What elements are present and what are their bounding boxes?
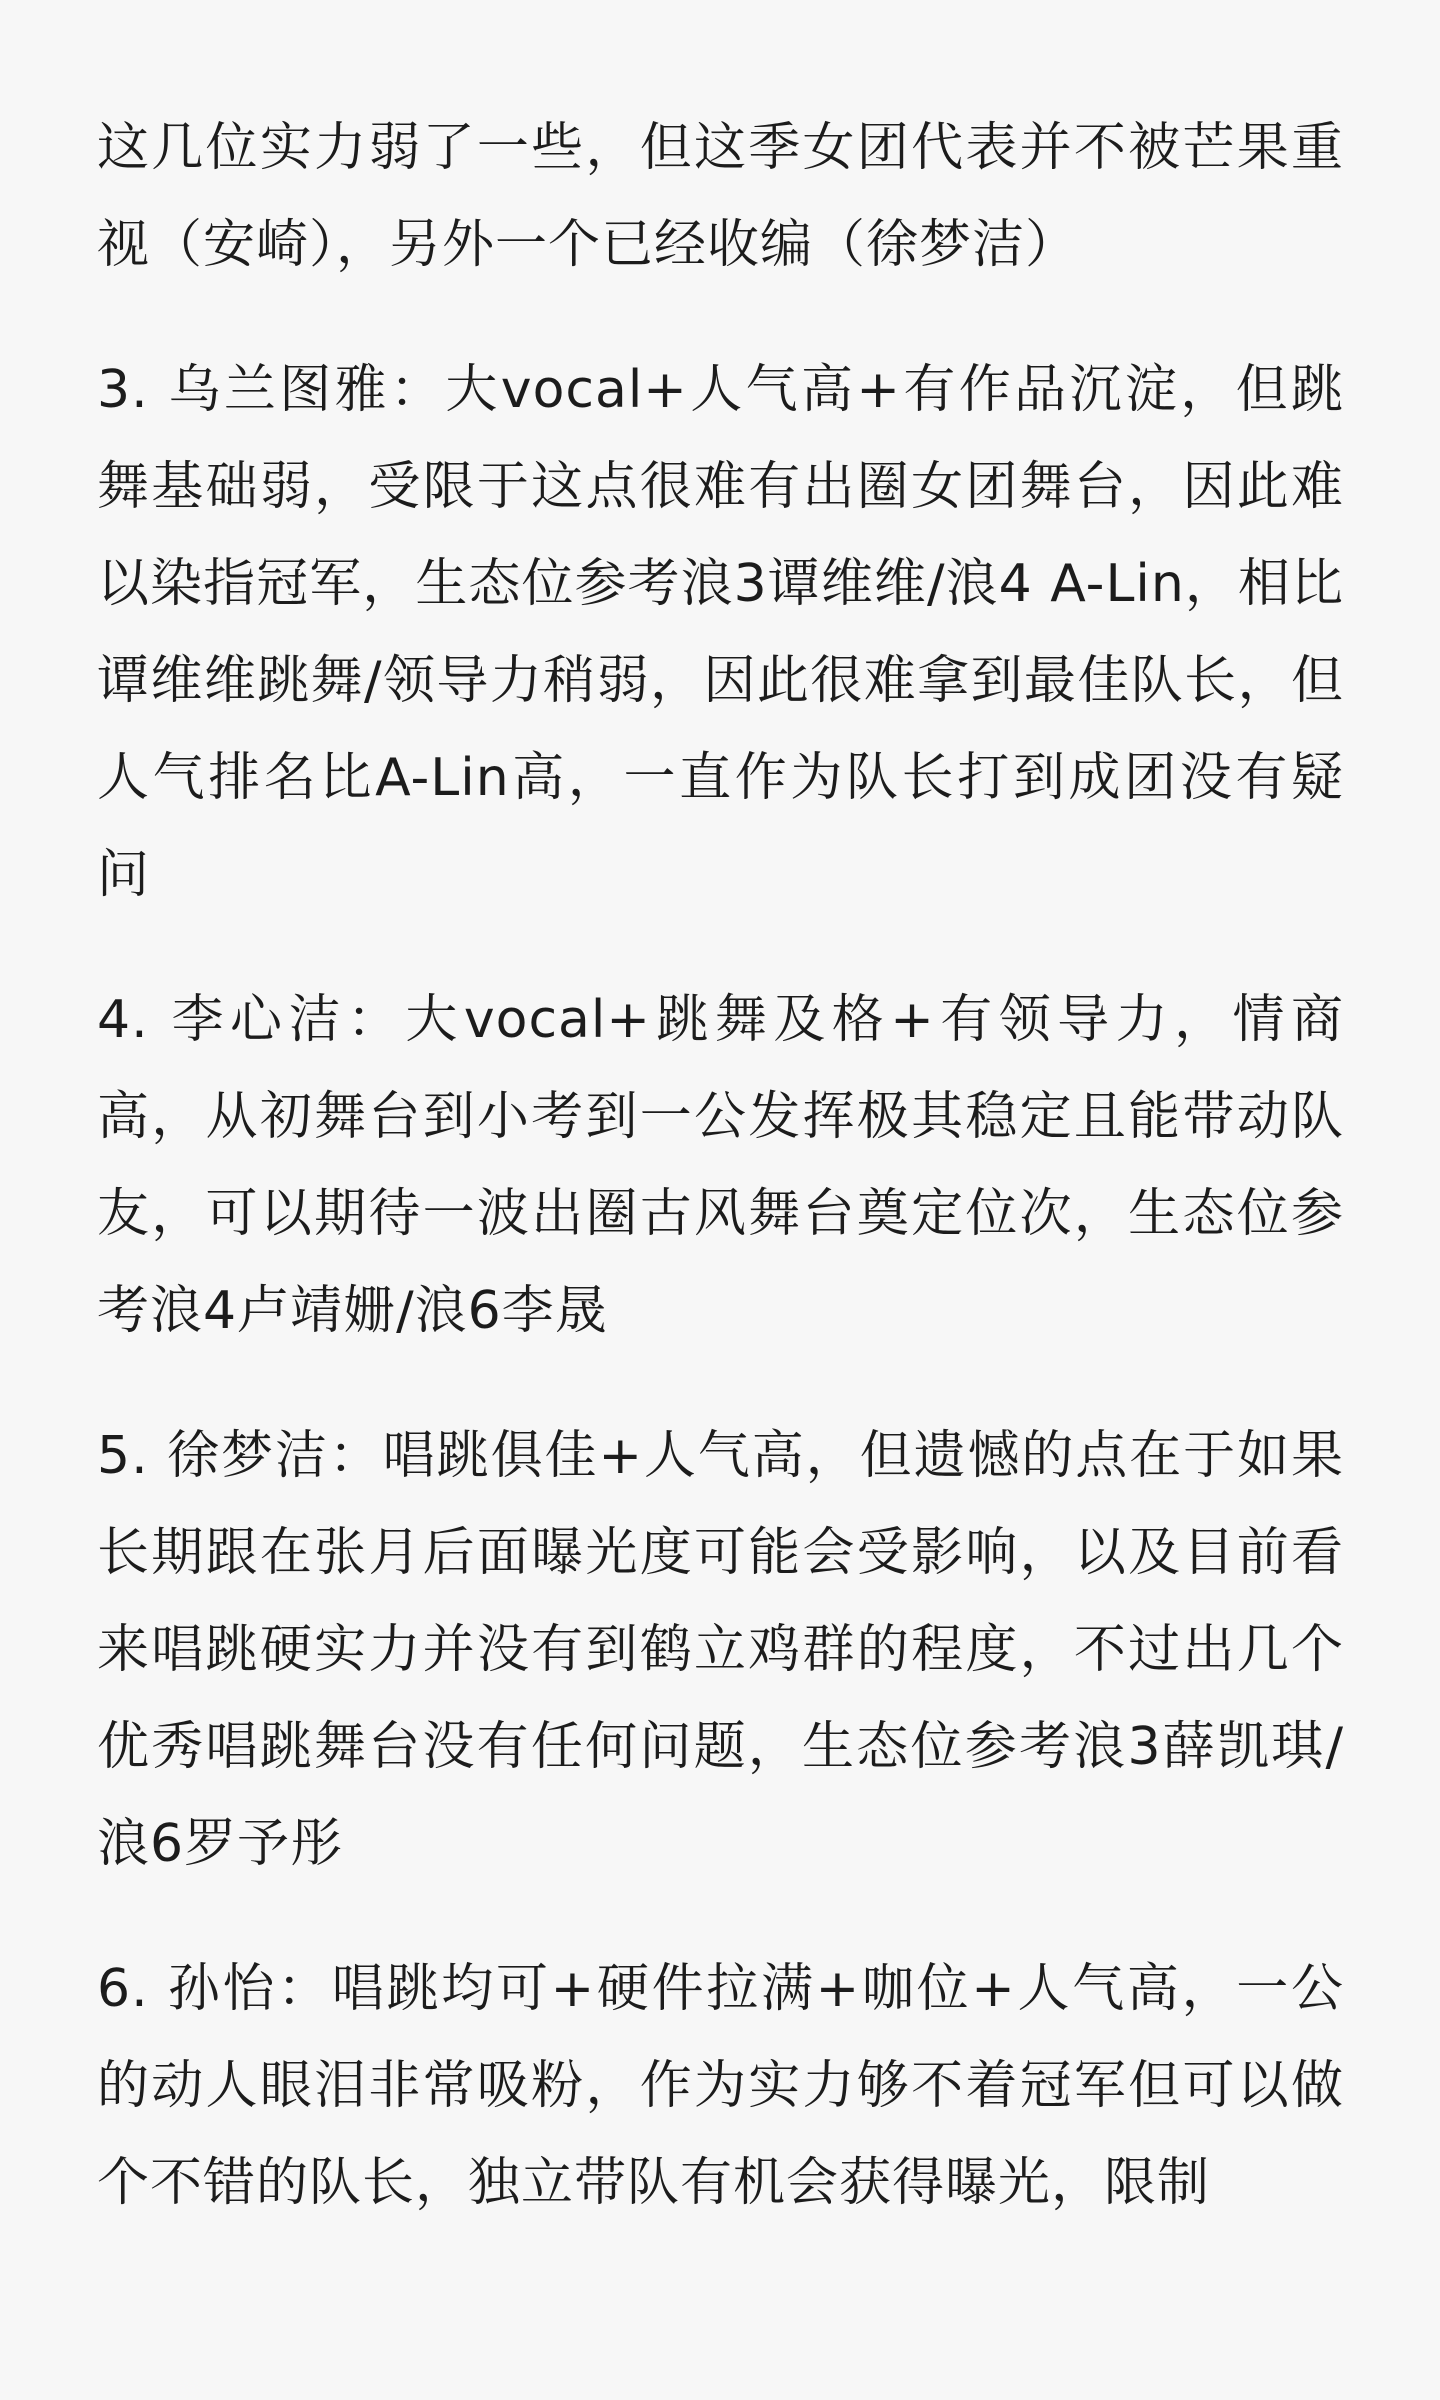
paragraph-item-4: 4. 李心洁：大vocal+跳舞及格+有领导力，情商高，从初舞台到小考到一公发挥极其稳定且能带动队友，可以期待一波出圈古风舞台奠定位次，生态位参考浪4卢靖姗/浪6李晟 bbox=[97, 990, 1344, 1341]
paragraph-item-3: 3. 乌兰图雅：大vocal+人气高+有作品沉淀，但跳舞基础弱，受限于这点很难有出圈女团舞台，因此难以染指冠军，生态位参考浪3谭维维/浪4 A-Lin，相比谭维维跳舞/领导力稍弱，因此很难拿到最佳队长，但人气排名比A-Lin高，一直作为队长打到成团没有疑问 bbox=[97, 360, 1344, 905]
paragraph-intro: 这几位实力弱了一些，但这季女团代表并不被芒果重视（安崎），另外一个已经收编（徐梦洁） bbox=[97, 118, 1344, 275]
paragraph-item-5: 5. 徐梦洁：唱跳俱佳+人气高，但遗憾的点在于如果长期跟在张月后面曝光度可能会受影响，以及目前看来唱跳硬实力并没有到鹤立鸡群的程度，不过出几个优秀唱跳舞台没有任何问题，生态位参考浪3薛凯琪/浪6罗予彤 bbox=[97, 1426, 1344, 1874]
paragraph-item-6: 6. 孙怡：唱跳均可+硬件拉满+咖位+人气高，一公的动人眼泪非常吸粉，作为实力够不着冠军但可以做个不错的队长，独立带队有机会获得曝光，限制 bbox=[97, 1959, 1344, 2213]
